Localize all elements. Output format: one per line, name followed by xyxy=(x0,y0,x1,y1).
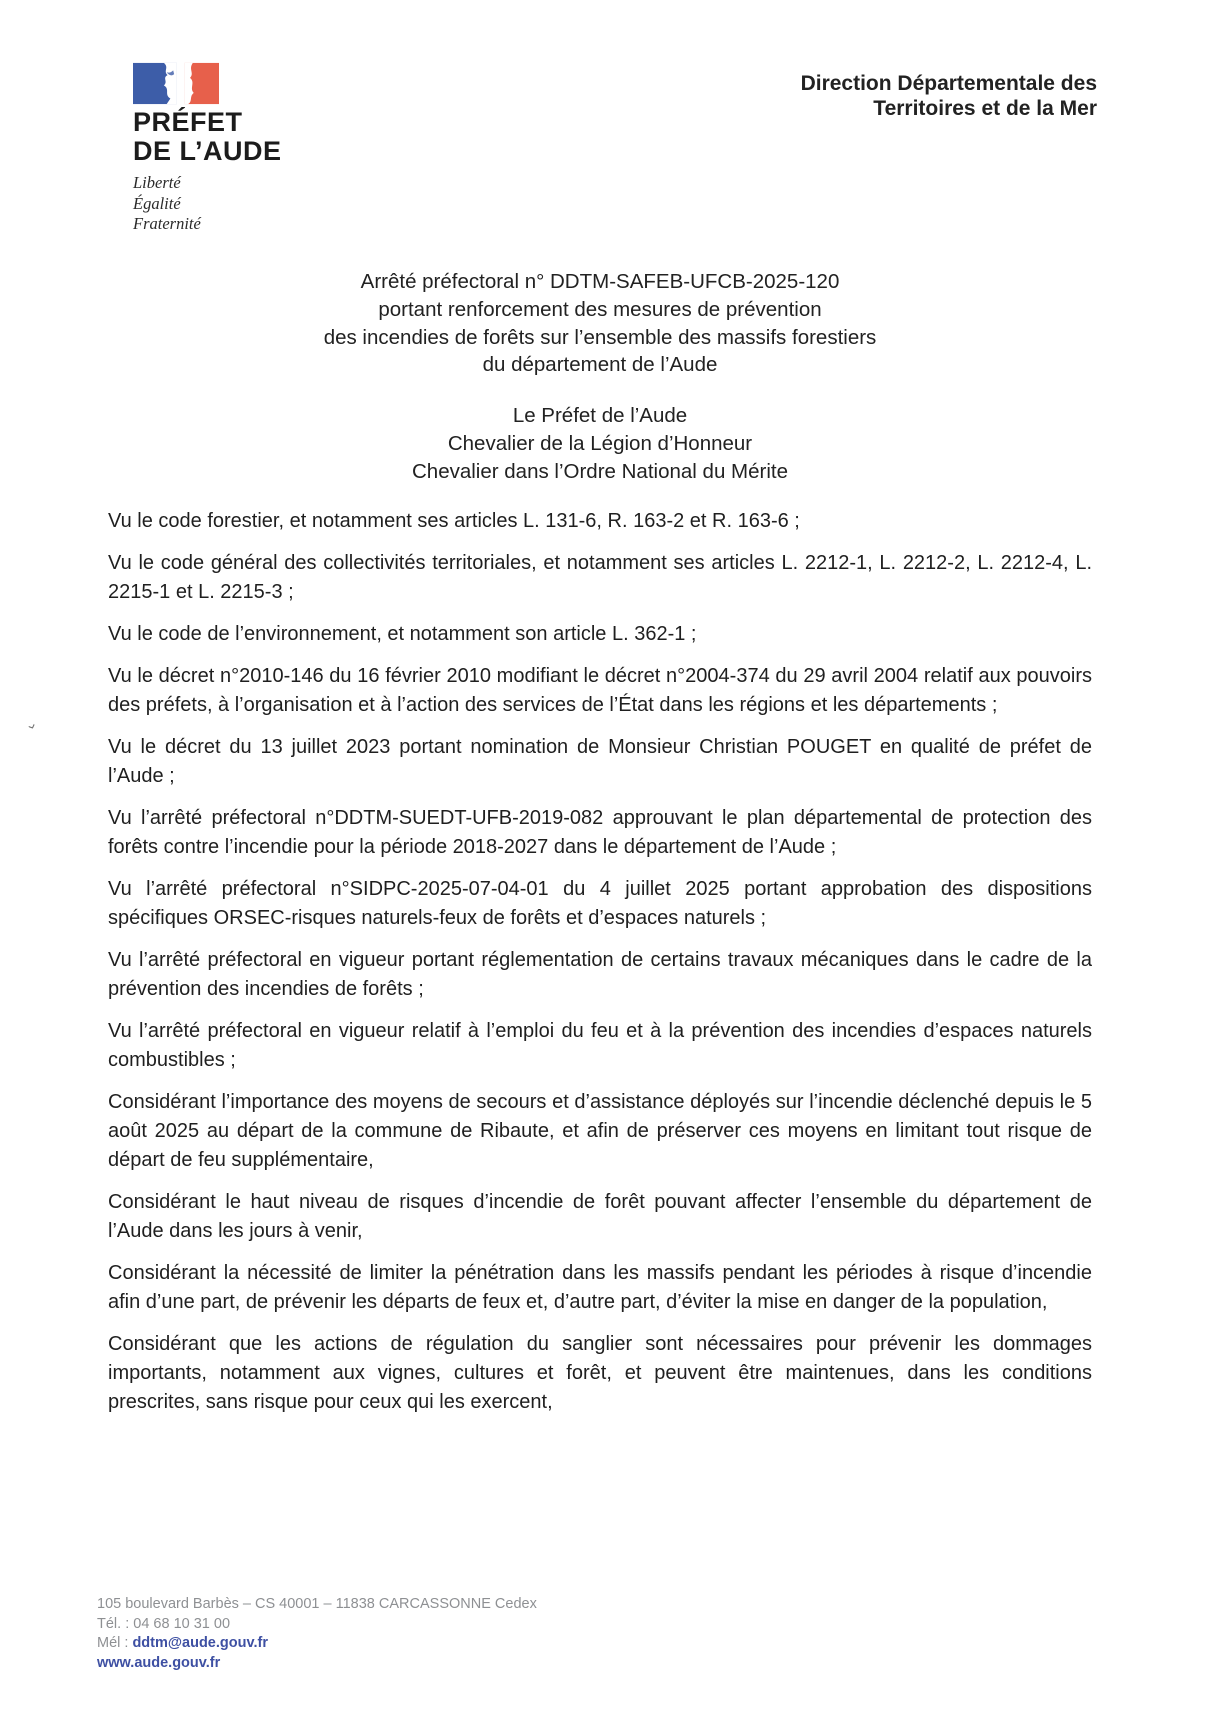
recital-paragraph: Considérant la nécessité de limiter la pénétration dans les massifs pendant les périodes à risque d’incendie afin d’une part, de prévenir les départs de feux et, d’autre part, d’éviter la mise en danger de la population, xyxy=(108,1261,1092,1313)
recital-paragraph: Vu l’arrêté préfectoral en vigueur portant réglementation de certains travaux mécaniques dans le cadre de la prévention des incendies de forêts ; xyxy=(108,948,1092,1000)
recitals xyxy=(108,507,1092,1417)
issuing-direction xyxy=(801,71,1097,121)
recital-paragraph: Considérant l’importance des moyens de secours et d’assistance déployés sur l’incendie déclenché depuis le 5 août 2025 au départ de la commune de Ribaute, et afin de préserver ces moyens en limitant tout risque de départ de feu supplémentaire, xyxy=(108,1090,1092,1171)
footer-website: www.aude.gouv.fr xyxy=(97,1654,221,1671)
issuing-direction-line1: Direction Départementale des xyxy=(800,72,1097,95)
recital-paragraph: Vu l’arrêté préfectoral n°SIDPC-2025-07-04-01 du 4 juillet 2025 portant approbation des dispositions spécifiques ORSEC-risques naturels-feux de forêts et d’espaces naturels ; xyxy=(108,877,1092,929)
footer-contact-block xyxy=(97,1595,537,1673)
motto-fraternite: Fraternité xyxy=(133,214,201,233)
footer-email-line xyxy=(97,1634,537,1654)
footer-email: ddtm@aude.gouv.fr xyxy=(132,1635,268,1651)
prefecture-name-line1: PRÉFET xyxy=(133,107,243,137)
recital-paragraph: Vu le code forestier, et notamment ses articles L. 131-6, R. 163-2 et R. 163-6 ; xyxy=(108,509,800,532)
prefecture-name-line2: DE L’AUDE xyxy=(133,136,282,166)
recital-paragraph: Considérant que les actions de régulation du sanglier sont nécessaires pour prévenir les dommages importants, notamment aux vignes, cultures et forêt, et peuvent être maintenues, dans les conditions prescrites, sans risque pour ceux qui les exercent, xyxy=(108,1332,1092,1413)
recital-paragraph: Vu le code de l’environnement, et notamment son article L. 362-1 ; xyxy=(108,622,697,645)
footer-phone: Tél. : 04 68 10 31 00 xyxy=(97,1615,231,1632)
recital-paragraph: Vu le code général des collectivités territoriales, et notamment ses articles L. 2212-1, L. 2212-2, L. 2212-4, L. 2215-1 et L. 2215-3 ; xyxy=(108,551,1092,603)
issuing-direction-line2: Territoires et de la Mer xyxy=(873,97,1097,120)
prefect-titles xyxy=(108,402,1092,485)
prefect-title-line3: Chevalier dans l’Ordre National du Mérite xyxy=(411,459,788,483)
recital-paragraph: Vu l’arrêté préfectoral n°DDTM-SUEDT-UFB-2019-082 approuvant le plan départemental de protection des forêts contre l’incendie pour la période 2018-2027 dans le département de l’Aude ; xyxy=(108,806,1092,858)
recital-paragraph: Vu le décret du 13 juillet 2023 portant nomination de Monsieur Christian POUGET en qualité de préfet de l’Aude ; xyxy=(108,735,1092,787)
decree-title-line2: portant renforcement des mesures de prévention xyxy=(378,297,822,321)
motto-egalite: Égalité xyxy=(133,193,181,213)
decree-title-line3: des incendies de forêts sur l’ensemble des massifs forestiers xyxy=(323,325,877,349)
french-republic-flag-icon xyxy=(133,62,219,105)
prefect-title-line2: Chevalier de la Légion d’Honneur xyxy=(447,431,753,455)
footer-address: 105 boulevard Barbès – CS 40001 – 11838 CARCASSONNE Cedex xyxy=(97,1596,537,1612)
recital-paragraph: Vu l’arrêté préfectoral en vigueur relatif à l’emploi du feu et à la prévention des incendies d’espaces naturels combustibles ; xyxy=(108,1019,1092,1071)
decree-title-line1: Arrêté préfectoral n° DDTM-SAFEB-UFCB-2025-120 xyxy=(360,270,840,293)
decree-title xyxy=(108,268,1092,379)
prefecture-logo-block xyxy=(133,62,282,235)
motto-liberte: Liberté xyxy=(133,173,181,192)
prefect-title-line1: Le Préfet de l’Aude xyxy=(512,404,688,428)
footer-email-label: Mél : xyxy=(97,1635,133,1651)
document-body xyxy=(108,268,1092,1430)
recital-paragraph: Considérant le haut niveau de risques d’incendie de forêt pouvant affecter l’ensemble du département de l’Aude dans les jours à venir, xyxy=(108,1190,1092,1242)
decree-title-line4: du département de l’Aude xyxy=(482,353,718,377)
recital-paragraph: Vu le décret n°2010-146 du 16 février 2010 modifiant le décret n°2004-374 du 29 avril 2004 relatif aux pouvoirs des préfets, à l’organisation et à l’action des services de l’État dans les régions et les départements ; xyxy=(108,664,1092,716)
scan-artifact: › xyxy=(23,720,42,733)
republic-motto xyxy=(133,173,282,235)
prefecture-name xyxy=(133,108,282,166)
